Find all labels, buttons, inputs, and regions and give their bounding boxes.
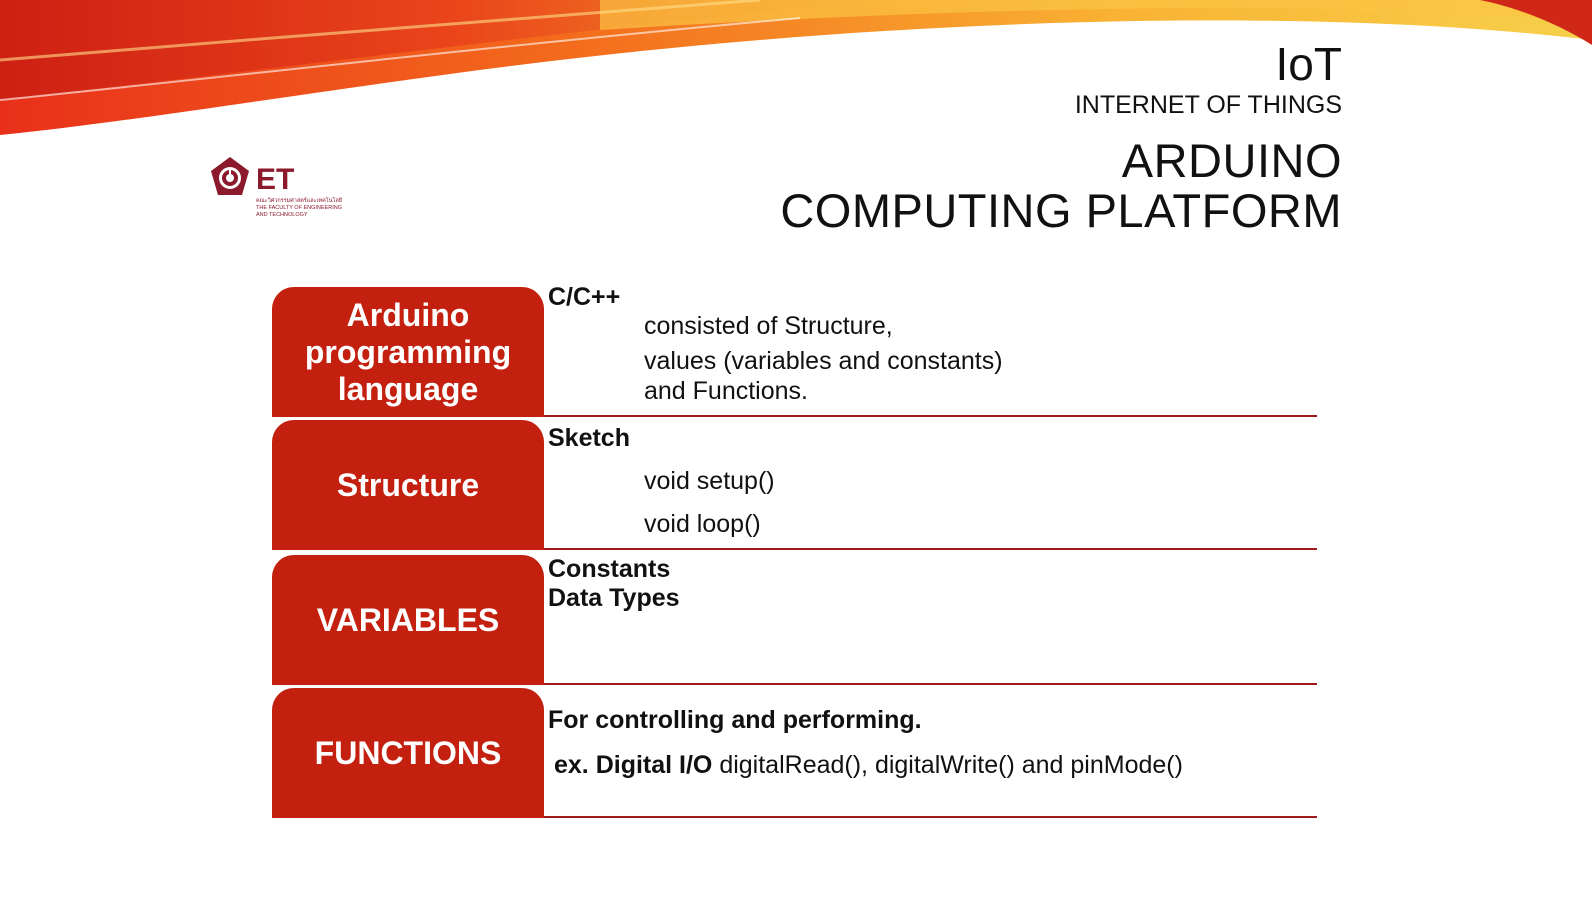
title-line-arduino: ARDUINO	[1121, 134, 1342, 187]
label-structure: Structure	[272, 420, 544, 550]
title-arduino	[780, 136, 1342, 236]
heading-constants: Constants	[548, 555, 671, 583]
desc-line-3: and Functions.	[644, 377, 808, 405]
desc-line-1: consisted of Structure,	[644, 312, 893, 340]
logo-thai: คณะวิศวกรรมศาสตร์และเทคโนโลยี	[256, 198, 343, 204]
title-iot: IoT	[1275, 38, 1342, 90]
row-structure	[272, 420, 1317, 550]
subtitle-internet-of-things: INTERNET OF THINGS	[1074, 91, 1342, 119]
row-functions	[272, 688, 1317, 818]
title-line-computing-platform: COMPUTING PLATFORM	[780, 184, 1342, 237]
row-divider	[544, 816, 1317, 818]
label-arduino-programming-language: Arduino programming language	[272, 287, 544, 417]
code-void-loop: void loop()	[644, 510, 761, 538]
example-digital-io	[554, 751, 1183, 780]
code-void-setup: void setup()	[644, 467, 775, 495]
logo-en2: AND TECHNOLOGY	[256, 212, 308, 218]
logo-en1: THE FACULTY OF ENGINEERING	[256, 205, 342, 211]
heading-c-cpp: C/C++	[548, 283, 621, 311]
row-divider	[544, 548, 1317, 550]
heading-sketch: Sketch	[548, 424, 630, 452]
heading-controlling: For controlling and performing.	[548, 706, 922, 734]
gear-emblem-icon	[208, 155, 252, 199]
logo-abbr: ET	[256, 163, 295, 196]
row-divider	[544, 683, 1317, 685]
example-label: ex. Digital I/O	[554, 751, 713, 779]
desc-line-2: values (variables and constants)	[644, 347, 1003, 375]
row-variables	[272, 555, 1317, 685]
slide-header	[780, 38, 1342, 236]
label-functions: FUNCTIONS	[272, 688, 544, 818]
et-logo	[208, 155, 348, 225]
example-functions: digitalRead(), digitalWrite() and pinMode()	[712, 751, 1183, 779]
heading-data-types: Data Types	[548, 584, 680, 612]
label-variables: VARIABLES	[272, 555, 544, 685]
row-divider	[544, 415, 1317, 417]
row-programming-language	[272, 283, 1317, 417]
